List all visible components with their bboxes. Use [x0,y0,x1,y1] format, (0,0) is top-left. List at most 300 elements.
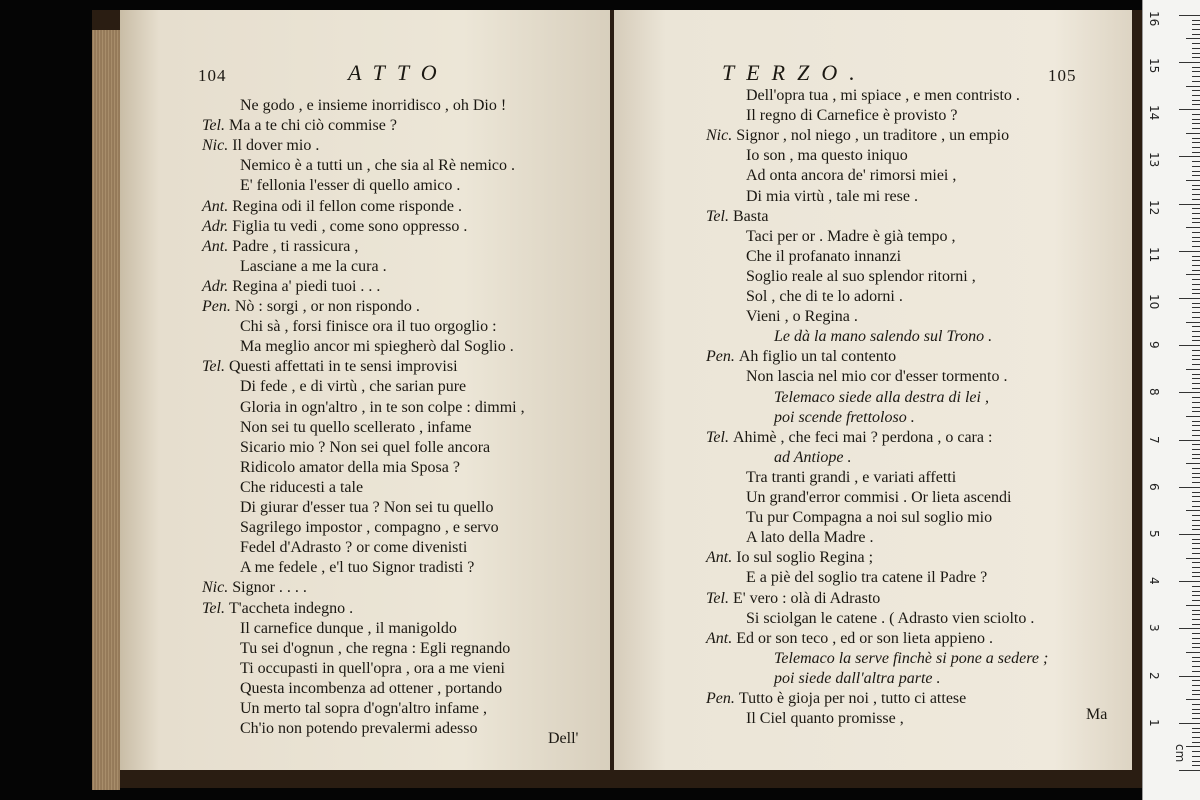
text-line [240,458,460,478]
text-line [240,558,474,578]
ruler-tick [1192,496,1200,497]
ruler-label: 12 [1147,199,1161,215]
ruler-tick [1192,520,1200,521]
page-edges [92,30,120,790]
ruler-tick [1192,67,1200,68]
line-text: Figlia tu vedi , come sono oppresso . [232,217,468,235]
ruler-tick [1192,435,1200,436]
speaker-label: Nic. [202,579,233,597]
ruler-tick [1192,270,1200,271]
ruler-tick [1192,350,1200,351]
speaker-label: Tel. [706,428,733,446]
ruler-tick [1192,586,1200,587]
text-line [746,307,858,327]
ruler-tick [1186,558,1200,559]
ruler-tick [1192,208,1200,209]
ruler-label: 11 [1147,246,1161,263]
ruler-label: 13 [1147,152,1161,168]
ruler-tick [1192,378,1200,379]
text-line [202,297,420,317]
line-text: Nò : sorgi , or non rispondo . [234,298,420,315]
ruler-tick [1192,114,1200,115]
speaker-label: Tel. [202,358,229,376]
text-line [746,568,987,588]
ruler-tick [1192,222,1200,223]
ruler-tick [1192,152,1200,153]
text-line [240,317,497,337]
speaker-label: Ant. [202,197,233,215]
ruler-tick [1192,246,1200,247]
text-line [706,207,769,227]
text-line [240,619,457,639]
right-page [614,10,1132,770]
ruler-tick [1186,38,1200,39]
ruler-tick [1192,661,1200,662]
ruler-tick [1192,553,1200,554]
ruler-tick [1192,430,1200,431]
text-line [706,428,992,448]
line-text: Tu pur Compagna a noi sul soglio mio [746,509,993,527]
line-text: Si sciolgan le catene . ( Adrasto vien sciolto . [746,609,1035,627]
ruler-tick [1186,86,1200,87]
ruler-tick [1179,628,1200,629]
ruler-tick [1192,421,1200,422]
ruler-tick [1192,572,1200,573]
ruler-label: 8 [1147,388,1161,397]
ruler-tick [1192,119,1200,120]
ruler-tick [1192,595,1200,596]
ruler-tick [1192,458,1200,459]
line-text: ad Antiope . [774,448,852,466]
ruler-tick [1179,440,1200,441]
ruler-tick [1192,704,1200,705]
ruler-tick [1192,138,1200,139]
line-text: A lato della Madre . [746,529,874,547]
ruler-tick [1192,713,1200,714]
line-text: Di mia virtù , tale mi rese . [746,187,918,205]
ruler-tick [1192,104,1200,105]
ruler-tick [1192,265,1200,266]
ruler-tick [1179,676,1200,677]
ruler-tick [1179,723,1200,724]
ruler-tick [1192,218,1200,219]
ruler-tick [1192,388,1200,389]
ruler-tick [1192,53,1200,54]
text-line [746,187,918,207]
line-text: Regina a' piedi tuoi . . . [232,277,381,295]
ruler-tick [1192,340,1200,341]
ruler-tick [1186,369,1200,370]
ruler-tick [1192,374,1200,375]
ruler-tick [1192,331,1200,332]
ruler-label: 5 [1147,530,1161,538]
line-text: Non lascia nel mio cor d'esser tormento . [746,368,1008,386]
line-text: T'accheta indegno . [228,599,354,617]
ruler-tick [1192,718,1200,719]
line-text: Il regno di Carnefice è provisto ? [746,107,958,125]
ruler-tick [1192,57,1200,58]
measurement-ruler [1142,0,1200,800]
text-line [774,408,915,428]
text-line [746,247,901,267]
ruler-tick [1192,293,1200,294]
ruler-tick [1192,690,1200,691]
ruler-tick [1179,581,1200,582]
text-line [746,609,1034,629]
line-text: Ma a te chi ciò commise ? [228,117,397,135]
ruler-tick [1192,515,1200,516]
ruler-tick [1179,534,1200,535]
ruler-tick [1179,298,1200,299]
text-line [746,367,1007,387]
line-text: Ridicolo amator della mia Sposa ? [240,458,460,476]
ruler-tick [1179,204,1200,205]
line-text: Di fede , e di virtù , che sarian pure [240,378,467,396]
page-number: 105 [1048,66,1077,85]
running-head: ATTO [348,60,449,85]
ruler-tick [1192,194,1200,195]
line-text: Sol , che di te lo adorni . [746,288,903,305]
ruler-tick [1192,237,1200,238]
line-text: Questi affettati in te sensi improvisi [228,358,458,376]
catchword: Dell' [548,730,579,747]
ruler-tick [1179,62,1200,63]
ruler-tick [1192,307,1200,308]
ruler-tick [1192,765,1200,766]
text-line [746,488,1011,508]
ruler-tick [1192,29,1200,30]
text-line [240,699,487,719]
speaker-label: Pen. [202,298,235,315]
ruler-label: 4 [1147,577,1161,585]
catchword: Ma [1086,706,1108,723]
text-line [746,468,956,488]
ruler-tick [1192,643,1200,644]
ruler-tick [1192,473,1200,474]
text-line [240,518,499,538]
ruler-tick [1186,416,1200,417]
ruler-tick [1179,156,1200,157]
line-text: Gloria in ogn'altro , in te son colpe : dimmi , [240,398,525,416]
ruler-tick [1192,199,1200,200]
ruler-label: 9 [1147,341,1161,349]
ruler-tick [1192,624,1200,625]
ruler-tick [1192,444,1200,445]
ruler-tick [1192,562,1200,563]
ruler-tick [1192,24,1200,25]
line-text: Telemaco la serve finchè si pone a sedere ; [774,649,1049,667]
ruler-tick [1192,213,1200,214]
line-text: E' fellonia l'esser di quello amico . [240,177,461,195]
ruler-tick [1192,600,1200,601]
ruler-tick [1186,227,1200,228]
ruler-tick [1192,742,1200,743]
ruler-tick [1192,576,1200,577]
line-text: Ma meglio ancor mi spiegherò dal Soglio . [240,338,514,356]
ruler-tick [1192,610,1200,611]
ruler-label: 2 [1147,671,1161,680]
text-line [240,719,478,739]
speaker-label: Ant. [706,629,737,647]
line-text: Signor , nol niego , un traditore , un empio [736,127,1010,145]
line-text: poi scende frettoloso . [774,408,915,426]
ruler-tick [1186,463,1200,464]
line-text: Ed or son teco , ed or son lieta appieno . [736,629,994,647]
text-line [202,578,307,598]
line-text: Io son , ma questo iniquo [746,147,908,165]
ruler-tick [1186,274,1200,275]
line-text: Io sul soglio Regina ; [736,549,874,567]
ruler-tick [1192,407,1200,408]
ruler-tick [1192,709,1200,710]
ruler-tick [1192,364,1200,365]
ruler-label: 1 [1147,718,1161,727]
text-line [240,257,387,277]
ruler-label: 14 [1147,105,1161,121]
ruler-tick [1192,326,1200,327]
text-line [746,166,956,186]
line-text: Tu sei d'ognun , che regna : Egli regnando [240,639,511,657]
ruler-tick [1192,355,1200,356]
ruler-label: 3 [1147,624,1161,633]
running-head: TERZO. [722,60,867,85]
line-text: Taci per or . Madre è già tempo , [746,227,956,245]
ruler-tick [1179,770,1200,771]
line-text: Lasciane a me la cura . [240,257,387,275]
line-text: Il Ciel quanto promisse , [746,710,904,728]
ruler-tick [1192,147,1200,148]
line-text: Ne godo , e insieme inorridisco , oh Dio ! [240,97,507,114]
line-text: Signor . . . . [232,579,307,597]
ruler-tick [1192,383,1200,384]
text-line [746,267,976,287]
speaker-label: Tel. [706,589,733,607]
ruler-tick [1192,359,1200,360]
speaker-label: Ant. [202,237,233,255]
line-text: Le dà la mano salendo sul Trono . [774,328,993,346]
line-text: Il carnefice dunque , il manigoldo [240,619,457,637]
text-line [746,106,957,126]
text-line [240,156,515,176]
ruler-tick [1192,241,1200,242]
text-line [706,347,896,367]
line-text: Non sei tu quello scellerato , infame [240,418,472,436]
ruler-tick [1192,43,1200,44]
ruler-tick [1192,751,1200,752]
ruler-tick [1192,142,1200,143]
ruler-tick [1192,638,1200,639]
text-line [240,679,502,699]
ruler-tick [1186,322,1200,323]
speaker-label: Pen. [706,690,739,707]
line-text: Ah figlio un tal contento [738,348,897,366]
line-text: Che riducesti a tale [240,478,364,496]
line-text: E a piè del soglio tra catene il Padre ? [746,569,988,587]
ruler-tick [1192,81,1200,82]
ruler-tick [1179,392,1200,393]
ruler-tick [1186,746,1200,747]
text-line [746,709,904,729]
line-text: A me fedele , e'l tuo Signor tradisti ? [240,559,475,577]
ruler-tick [1179,109,1200,110]
left-page [120,10,610,770]
open-book [92,10,1142,788]
text-line [746,287,903,307]
line-text: Di giurar d'esser tua ? Non sei tu quello [240,499,494,516]
speaker-label: Nic. [706,127,737,145]
text-line [202,197,462,217]
text-line [774,669,941,689]
ruler-tick [1192,454,1200,455]
line-text: Ti occupasti in quell'opra , ora a me vieni [240,659,505,677]
ruler-tick [1192,449,1200,450]
line-text: Padre , ti rassicura , [232,237,359,255]
line-text: Che il profanato innanzi [746,247,902,265]
line-text: Ahimè , che feci mai ? perdona , o cara : [732,428,993,446]
ruler-tick [1192,657,1200,658]
ruler-tick [1192,284,1200,285]
speaker-label: Tel. [202,117,229,135]
ruler-tick [1192,312,1200,313]
ruler-tick [1192,289,1200,290]
ruler-tick [1192,543,1200,544]
text-line [202,136,319,156]
ruler-label: 6 [1147,482,1161,491]
ruler-tick [1186,133,1200,134]
text-line [240,398,525,418]
ruler-tick [1192,756,1200,757]
ruler-tick [1192,633,1200,634]
ruler-tick [1192,425,1200,426]
ruler-tick [1192,175,1200,176]
ruler-tick [1192,189,1200,190]
ruler-tick [1192,279,1200,280]
ruler-label: 15 [1147,58,1161,74]
text-line [240,498,493,518]
ruler-tick [1192,548,1200,549]
speaker-label: Pen. [706,348,739,366]
text-line [202,277,380,297]
ruler-tick [1192,317,1200,318]
text-line [240,176,460,196]
ruler-tick [1192,671,1200,672]
ruler-label: 7 [1147,435,1161,444]
ruler-tick [1192,506,1200,507]
ruler-tick [1192,161,1200,162]
ruler-tick [1186,180,1200,181]
ruler-tick [1192,336,1200,337]
ruler-tick [1186,652,1200,653]
ruler-tick [1192,256,1200,257]
text-line [774,649,1048,669]
text-line [202,217,467,237]
ruler-tick [1192,647,1200,648]
ruler-tick [1192,166,1200,167]
ruler-tick [1192,185,1200,186]
text-line [202,237,358,257]
text-line [706,689,966,709]
speaker-label: Ant. [706,549,737,567]
ruler-tick [1192,128,1200,129]
text-line [706,629,993,649]
ruler-tick [1192,411,1200,412]
ruler-tick [1192,529,1200,530]
text-line [746,146,908,166]
line-text: Un grand'error commisi . Or lieta ascendi [746,489,1012,506]
ruler-tick [1192,171,1200,172]
text-line [202,599,353,619]
ruler-tick [1192,482,1200,483]
speaker-label: Adr. [202,217,233,235]
line-text: E' vero : olà di Adrasto [732,589,881,607]
line-text: Questa incombenza ad ottener , portando [240,679,503,697]
text-line [774,388,989,408]
line-text: Basta [732,207,769,225]
ruler-tick [1186,699,1200,700]
text-line [746,86,1020,106]
ruler-tick [1192,694,1200,695]
ruler-tick [1179,345,1200,346]
ruler-tick [1192,123,1200,124]
text-line [240,478,363,498]
ruler-tick [1192,95,1200,96]
ruler-tick [1192,90,1200,91]
text-line [706,589,880,609]
line-text: Vieni , o Regina . [746,308,858,326]
speaker-label: Tel. [202,599,229,617]
ruler-tick [1192,761,1200,762]
ruler-tick [1192,728,1200,729]
ruler-tick [1192,48,1200,49]
ruler-tick [1192,71,1200,72]
ruler-tick [1192,685,1200,686]
ruler-tick [1186,510,1200,511]
ruler-tick [1192,614,1200,615]
ruler-tick [1192,76,1200,77]
ruler-tick [1192,20,1200,21]
ruler-tick [1192,666,1200,667]
line-text: Ad onta ancora de' rimorsi miei , [746,167,957,185]
line-text: Tutto è gioja per noi , tutto ci attese [738,690,967,707]
ruler-label: 10 [1147,294,1161,310]
speaker-label: Adr. [202,277,233,295]
ruler-tick [1179,15,1200,16]
ruler-tick [1192,397,1200,398]
ruler-label: 16 [1147,10,1161,27]
ruler-tick [1192,539,1200,540]
text-line [240,639,510,659]
text-line [240,377,466,397]
ruler-unit-label: cm [1173,744,1187,763]
text-line [746,227,955,247]
text-line [202,116,397,136]
line-text: Dell'opra tua , mi spiace , e men contristo . [746,87,1020,104]
text-line [240,337,514,357]
ruler-tick [1192,525,1200,526]
ruler-tick [1192,232,1200,233]
text-line [706,126,1009,146]
line-text: poi siede dall'altra parte . [774,669,941,687]
ruler-tick [1192,492,1200,493]
text-line [240,438,490,458]
line-text: Nemico è a tutti un , che sia al Rè nemico . [240,157,516,175]
page-number: 104 [198,66,227,85]
ruler-tick [1186,605,1200,606]
line-text: Sicario mio ? Non sei quel folle ancora [240,438,491,456]
ruler-tick [1192,260,1200,261]
line-text: Soglio reale al suo splendor ritorni , [746,267,976,285]
ruler-tick [1192,501,1200,502]
